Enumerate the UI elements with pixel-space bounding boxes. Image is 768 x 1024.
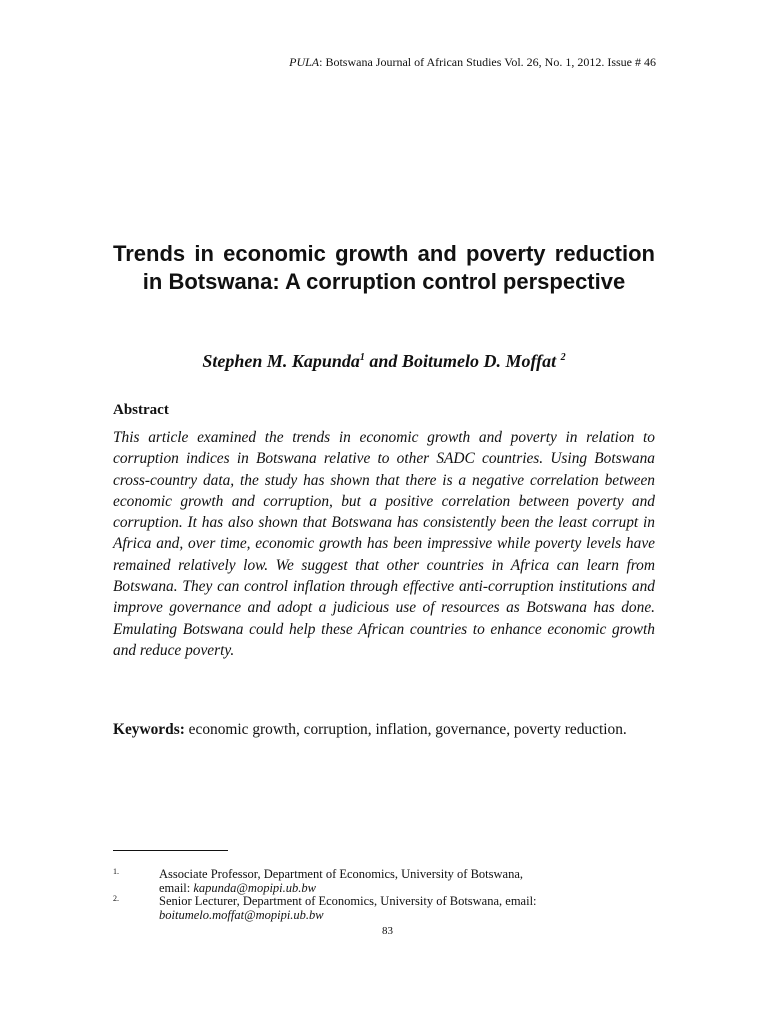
footnote-1-email: kapunda@mopipi.ub.bw [193,881,316,895]
footnote-2-email: boitumelo.moffat@mopipi.ub.bw [159,908,324,922]
footnote-1-email-label: email: [159,881,194,895]
footnote-1 [113,867,655,895]
footnote-2-text: Senior Lecturer, Department of Economics, University of Botswana, email: [159,894,537,908]
journal-citation: : Botswana Journal of African Studies Vol. 26, No. 1, 2012. Issue # 46 [319,55,656,69]
authors-line [113,350,655,372]
keywords [113,719,655,741]
footnote-2 [113,894,655,922]
footnote-divider [113,850,228,851]
abstract-heading: Abstract [113,402,169,418]
footnote-1-text: Associate Professor, Department of Economics, University of Botswana, [159,867,524,881]
page-number: 83 [382,925,393,937]
author-1-footnote-mark: 1 [359,352,365,363]
author-2-footnote-mark: 2 [560,352,566,363]
footnote-2-number: 2. [113,894,119,903]
author-2: and Boitumelo D. Moffat [364,351,561,371]
journal-abbrev: PULA [289,55,320,69]
running-header [289,55,656,70]
paper-title: Trends in economic growth and poverty reduction in Botswana: A corruption control perspective [113,241,655,294]
keywords-text: economic growth, corruption, inflation, governance, poverty reduction. [184,721,627,738]
keywords-label: Keywords: [113,721,185,738]
author-1: Stephen M. Kapunda [202,351,360,371]
footnote-1-number: 1. [113,867,119,876]
abstract-body: This article examined the trends in economic growth and poverty in relation to corruption indices in Botswana relative to other SADC countries. Using Botswana cross-country data, the study has shown that there is a negative correlation between economic growth and corruption, but a positive correlation between poverty and corruption. It has also shown that Botswana has consistently been the least corrupt in Africa and, over time, economic growth has been impressive while poverty levels have remained relatively low. We suggest that other countries in Africa can learn from Botswana. They can control inflation through effective anti-corruption institutions and improve governance and adopt a judicious use of resources as Botswana has done. Emulating Botswana could help these African countries to enhance economic growth and reduce poverty. [113,429,655,659]
